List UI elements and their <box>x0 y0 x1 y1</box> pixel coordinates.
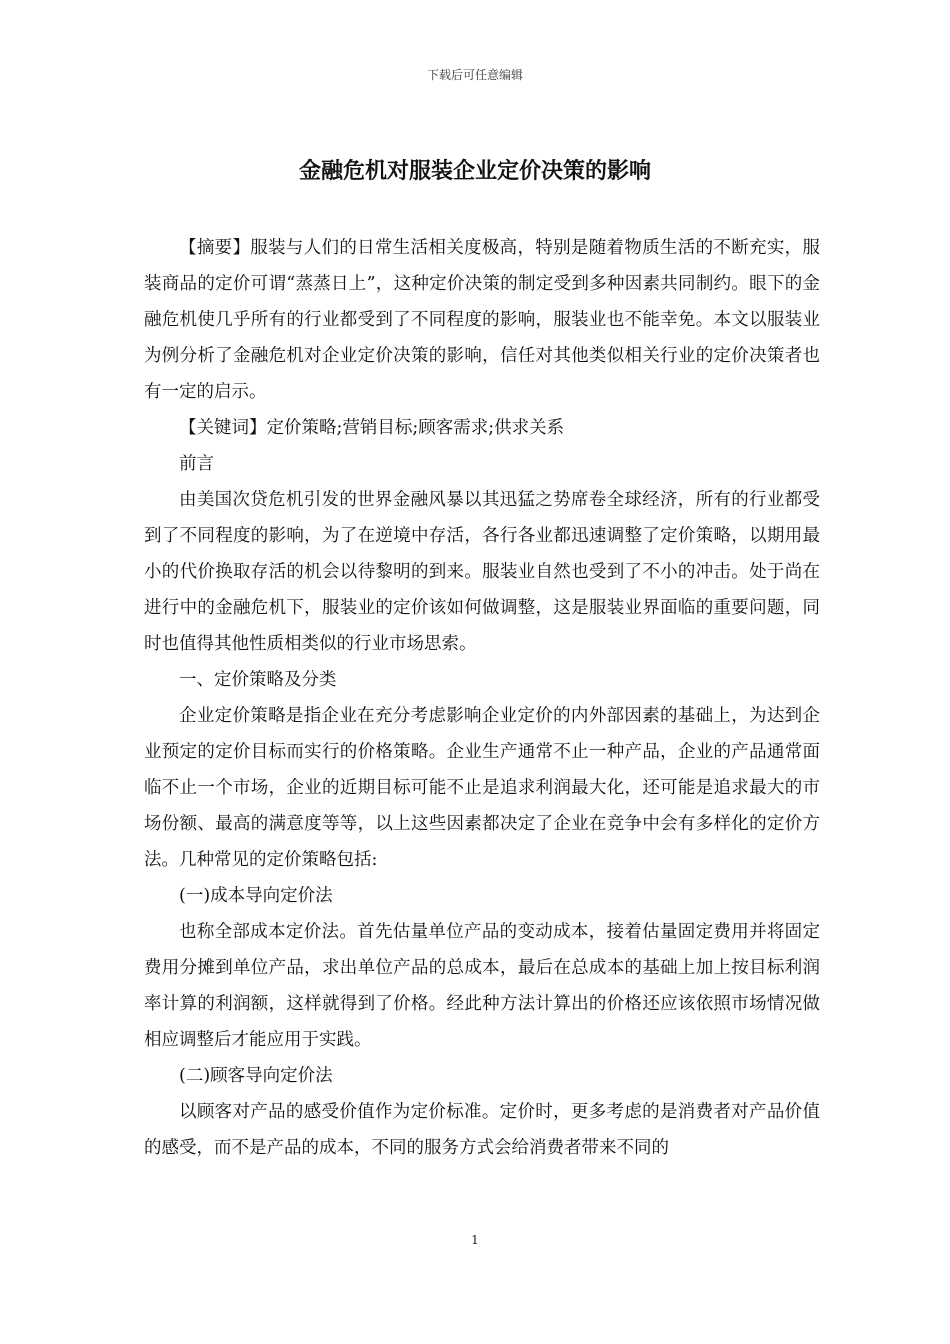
preface-paragraph: 由美国次贷危机引发的世界金融风暴以其迅猛之势席卷全球经济，所有的行业都受到了不同程度的影响，为了在逆境中存活，各行各业都迅速调整了定价策略，以期用最小的代价换取存活的机会以待黎明的到来。服装业自然也受到了不小的冲击。处于尚在进行中的金融危机下，服装业的定价该如何做调整，这是服装业界面临的重要问题，同时也值得其他性质相类似的行业市场思索。 <box>144 490 820 654</box>
document-title: 金融危机对服装企业定价决策的影响 <box>298 159 651 184</box>
subsection-2-paragraph: 以顾客对产品的感受价值作为定价标准。定价时，更多考虑的是消费者对产品价值的感受，而不是产品的成本，不同的服务方式会给消费者带来不同的 <box>144 1102 820 1158</box>
subsection-heading-2: (二)顾客导向定价法 <box>179 1066 333 1086</box>
section-1-paragraph: 企业定价策略是指企业在充分考虑影响企业定价的内外部因素的基础上，为达到企业预定的定价目标而实行的价格策略。企业生产通常不止一种产品，企业的产品通常面临不止一个市场，企业的近期目标可能不止是追求利润最大化，还可能是追求最大的市场份额、最高的满意度等等，以上这些因素都决定了企业在竞争中会有多样化的定价方法。几种常见的定价策略包括: <box>144 706 820 870</box>
section-heading-1: 一、定价策略及分类 <box>179 670 337 690</box>
document-body <box>144 230 820 1166</box>
subsection-heading-1: (一)成本导向定价法 <box>179 886 333 906</box>
abstract-paragraph: 【摘要】服装与人们的日常生活相关度极高，特别是随着物质生活的不断充实，服装商品的定价可谓“蒸蒸日上”，这种定价决策的制定受到多种因素共同制约。眼下的金融危机使几乎所有的行业都受到了不同程度的影响，服装业也不能幸免。本文以服装业为例分析了金融危机对企业定价决策的影响，信任对其他类似相关行业的定价决策者也有一定的启示。 <box>144 238 820 402</box>
keywords-paragraph: 【关键词】定价策略;营销目标;顾客需求;供求关系 <box>179 418 565 438</box>
subsection-1-paragraph: 也称全部成本定价法。首先估量单位产品的变动成本，接着估量固定费用并将固定费用分摊到单位产品，求出单位产品的总成本，最后在总成本的基础上加上按目标利润率计算的利润额，这样就得到了价格。经此种方法计算出的价格还应该依照市场情况做相应调整后才能应用于实践。 <box>144 922 820 1050</box>
page-header: 下载后可任意编辑 <box>426 68 523 82</box>
section-heading-preface: 前言 <box>179 454 214 474</box>
page-number: 1 <box>471 1233 479 1247</box>
